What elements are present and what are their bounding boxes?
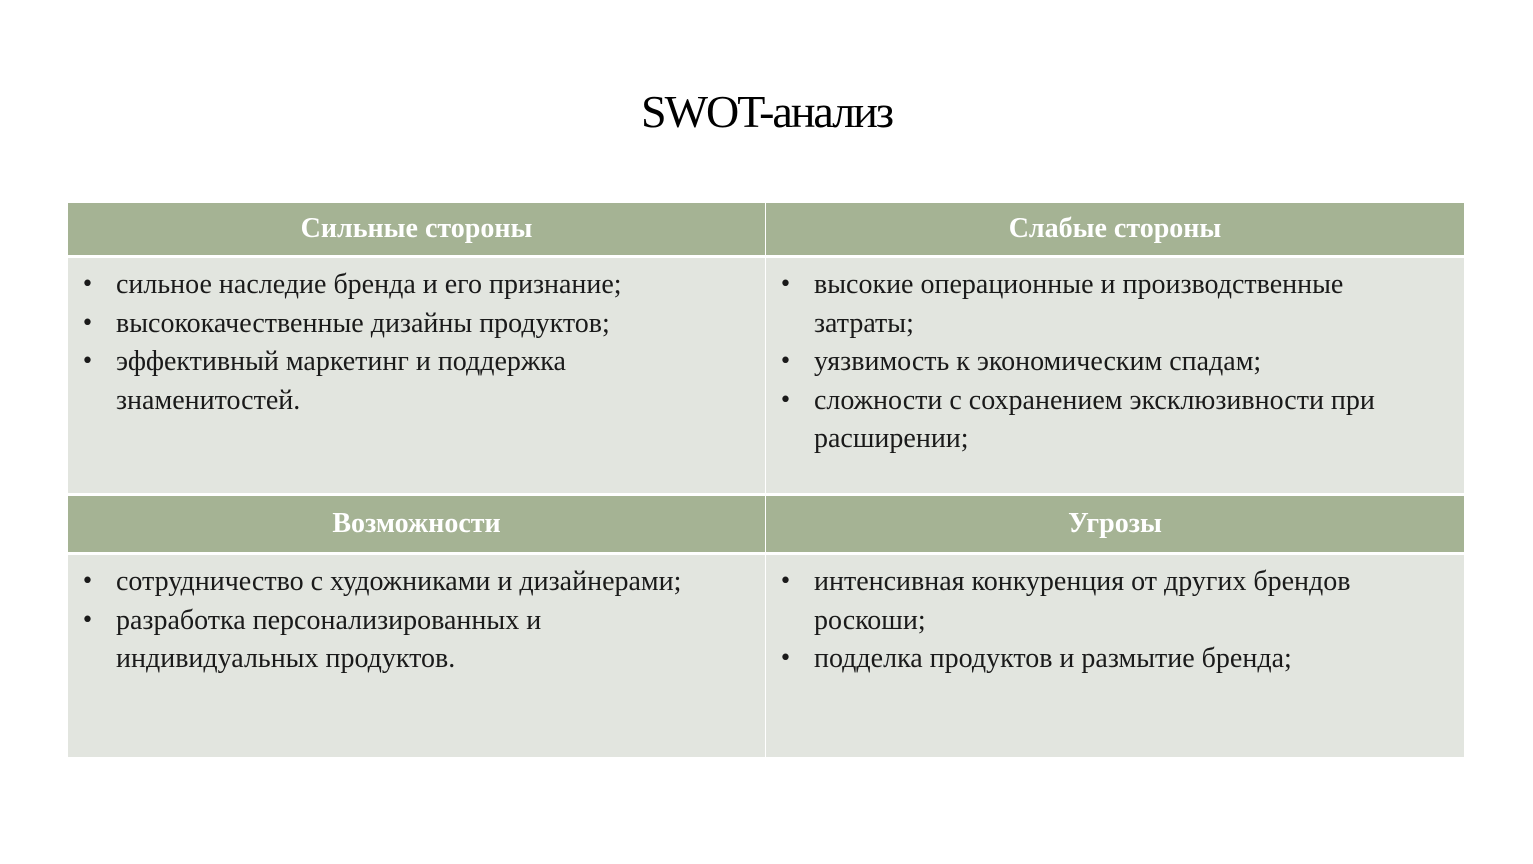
strengths-list: [78, 266, 747, 420]
slide-title: SWOT-анализ: [640, 86, 892, 137]
opportunities-item: • разработка персонализированных и индивидуальных продуктов.: [78, 602, 747, 679]
weaknesses-item: • сложности с сохранением эксклюзивности при расширении;: [776, 382, 1446, 459]
strengths-cell: [68, 258, 766, 496]
strengths-item: • высококачественные дизайны продуктов;: [78, 305, 747, 344]
strengths-header: Сильные стороны: [68, 203, 766, 258]
threats-cell: [766, 555, 1464, 757]
weaknesses-item: • уязвимость к экономическим спадам;: [776, 343, 1446, 382]
swot-table: [68, 203, 1464, 757]
weaknesses-cell: [766, 258, 1464, 496]
strengths-item: • эффективный маркетинг и поддержка знаменитостей.: [78, 343, 747, 420]
opportunities-cell: [68, 555, 766, 757]
opportunities-list: [78, 563, 747, 679]
threats-item: • подделка продуктов и размытие бренда;: [776, 640, 1446, 679]
threats-item: • интенсивная конкуренция от других брендов роскоши;: [776, 563, 1446, 640]
threats-header: Угрозы: [766, 496, 1464, 555]
weaknesses-list: [776, 266, 1446, 459]
opportunities-header: Возможности: [68, 496, 766, 555]
strengths-item: • сильное наследие бренда и его признание;: [78, 266, 747, 305]
weaknesses-item: • высокие операционные и производственные затраты;: [776, 266, 1446, 343]
opportunities-item: • сотрудничество с художниками и дизайнерами;: [78, 563, 747, 602]
threats-list: [776, 563, 1446, 679]
weaknesses-header: Слабые стороны: [766, 203, 1464, 258]
